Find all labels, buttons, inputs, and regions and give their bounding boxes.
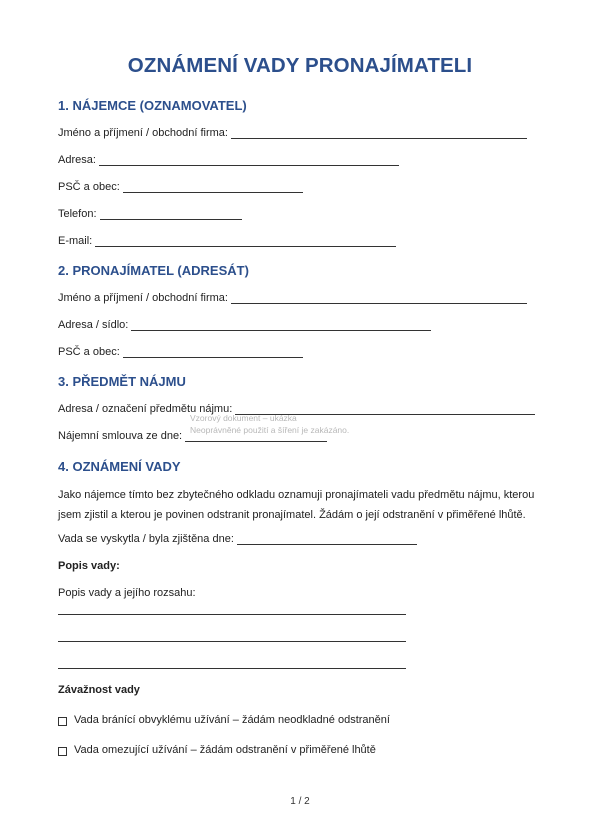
tenant-address-field[interactable] — [99, 154, 399, 166]
occurred-date-field[interactable] — [237, 533, 417, 545]
property-address-label: Adresa / označení předmětu nájmu: — [58, 403, 233, 415]
occurred-date-row — [58, 533, 417, 545]
watermark-text — [190, 412, 349, 436]
tenant-zip-row — [58, 181, 303, 193]
tenant-zip-label: PSČ a obec: — [58, 181, 120, 193]
description-line-3[interactable] — [58, 668, 406, 669]
severity-option-1-label: Vada bránící obvyklému užívání – žádám neodkladné odstranění — [74, 714, 390, 726]
tenant-email-field[interactable] — [95, 235, 396, 247]
severity-option-2[interactable] — [58, 744, 376, 756]
tenant-phone-row — [58, 208, 242, 220]
description-line-2[interactable] — [58, 641, 406, 642]
tenant-email-label: E-mail: — [58, 235, 93, 247]
landlord-zip-row — [58, 346, 303, 358]
tenant-phone-field[interactable] — [100, 208, 242, 220]
section-3-heading: 3. PŘEDMĚT NÁJMU — [58, 374, 186, 389]
section-4-heading: 4. OZNÁMENÍ VADY — [58, 459, 181, 474]
page-title: OZNÁMENÍ VADY PRONAJÍMATELI — [127, 54, 473, 77]
tenant-phone-label: Telefon: — [58, 208, 97, 220]
notice-paragraph: Jako nájemce tímto bez zbytečného odkladu oznamuji pronajímateli vadu předmětu nájmu, kterou jsem zjistil a kterou je povinen odstranit pronajímatel. Žádám o její odstranění v přiměřené lhůtě. — [58, 489, 535, 521]
severity-heading: Závažnost vady — [58, 684, 140, 696]
watermark-line-2: Neoprávněné použití a šíření je zakázáno. — [190, 425, 350, 435]
section-2-heading: 2. PRONAJÍMATEL (ADRESÁT) — [58, 263, 249, 278]
occurred-date-label: Vada se vyskytla / byla zjištěna dne: — [58, 533, 234, 545]
contract-date-label: Nájemní smlouva ze dne: — [58, 430, 183, 442]
landlord-address-label: Adresa / sídlo: — [58, 319, 129, 331]
description-line-1[interactable] — [58, 614, 406, 615]
description-label: Popis vady a jejího rozsahu: — [58, 587, 196, 599]
tenant-zip-field[interactable] — [123, 181, 303, 193]
tenant-name-field[interactable] — [231, 127, 527, 139]
watermark-line-1: Vzorový dokument – ukázka — [190, 413, 297, 423]
landlord-zip-field[interactable] — [123, 346, 303, 358]
tenant-email-row — [58, 235, 396, 247]
page-number: 1 / 2 — [290, 796, 310, 807]
section-1-heading: 1. NÁJEMCE (OZNAMOVATEL) — [58, 98, 247, 113]
landlord-address-field[interactable] — [131, 319, 431, 331]
tenant-name-row — [58, 127, 527, 139]
tenant-name-label: Jméno a příjmení / obchodní firma: — [58, 127, 228, 139]
description-heading: Popis vady: — [58, 560, 120, 572]
tenant-address-row — [58, 154, 399, 166]
landlord-address-row — [58, 319, 431, 331]
landlord-name-row — [58, 292, 527, 304]
severity-option-1[interactable] — [58, 714, 390, 726]
tenant-address-label: Adresa: — [58, 154, 96, 166]
landlord-name-field[interactable] — [231, 292, 527, 304]
checkbox-urgent[interactable] — [58, 717, 67, 726]
severity-option-2-label: Vada omezující užívání – žádám odstranění v přiměřené lhůtě — [74, 744, 376, 756]
landlord-zip-label: PSČ a obec: — [58, 346, 120, 358]
checkbox-reasonable[interactable] — [58, 747, 67, 756]
landlord-name-label: Jméno a příjmení / obchodní firma: — [58, 292, 228, 304]
